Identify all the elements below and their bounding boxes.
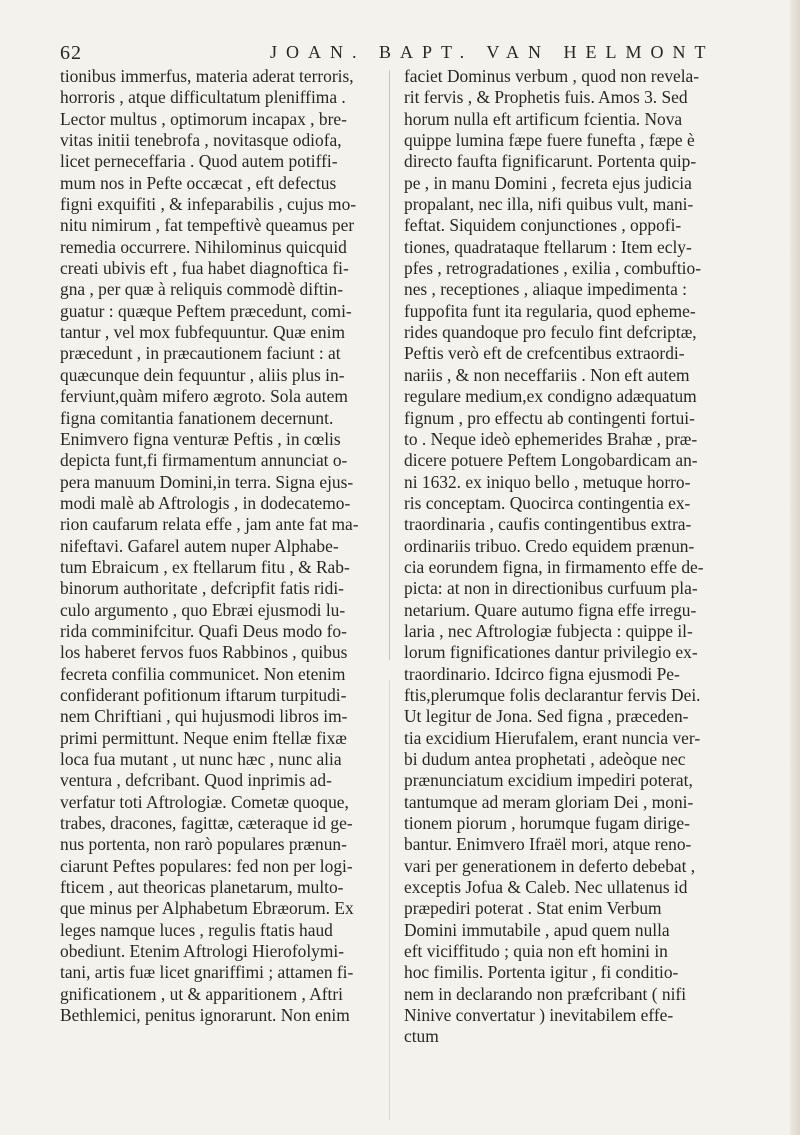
- right-column-line: propalant, nec illa, nifi quibus vult, mani-: [404, 194, 694, 215]
- left-column-line: præcedunt , in præcautionem faciunt : at: [60, 343, 341, 364]
- left-column-line: ferviunt,quàm mifero ægroto. Sola autem: [60, 386, 348, 407]
- right-column-line: fuppofita funt ita regularia, quod epheme-: [404, 300, 696, 321]
- left-column-line: trabes, dracones, fagittæ, cæteraque id ge-: [60, 813, 353, 834]
- left-column-line: tum Ebraicum , ex ftellarum fitu , & Rab-: [60, 556, 350, 577]
- right-column-line: picta: at non in directionibus curfuum pla-: [404, 578, 698, 599]
- right-column: [404, 66, 750, 1048]
- left-column-line: remedia occurrere. Nihilominus quicquid: [60, 236, 347, 257]
- right-column-line: exceptis Jofua & Caleb. Nec ullatenus id: [404, 877, 688, 898]
- left-column-line: creati ubivis eft , fua habet diagnoftica fi-: [60, 258, 349, 279]
- left-column-line: culo argumento , quo Ebræi ejusmodi lu-: [60, 599, 346, 620]
- right-column-line: fignum , pro effectu ab contingenti fortui-: [404, 407, 695, 428]
- left-column-line: Bethlemici, penitus ignorarunt. Non enim: [60, 1005, 350, 1026]
- right-column-line: rides quandoque pro feculo fint defcriptæ,: [404, 322, 697, 343]
- left-column-line: gnificationem , ut & apparitionem , Aftri: [60, 983, 344, 1004]
- right-column-line: rit fervis , & Prophetis fuis. Amos 3. Sed: [404, 87, 688, 108]
- left-column-line: tani, artis fuæ licet gnariffimi ; attamen fi-: [60, 962, 354, 983]
- left-column-line: loca fua mutant , ut nunc hæc , nunc alia: [60, 749, 342, 769]
- left-column-line: ciarunt Peftes populares: fed non per logi-: [60, 855, 353, 876]
- right-column-line: dicere potuere Peftem Longobardicam an-: [404, 450, 698, 471]
- left-column-line: verfatur toti Aftrologiæ. Cometæ quoque,: [60, 791, 349, 812]
- right-column-line: eft viciffitudo ; quia non eft homini in: [404, 941, 668, 962]
- right-column-line: traordinaria , caufis contingentibus extra-: [404, 514, 692, 535]
- left-column-line: fecreta confilia communicet. Non etenim: [60, 663, 346, 684]
- right-column-line: pe , in manu Domini , fecreta ejus judicia: [404, 172, 692, 193]
- right-column-line: lorum fignificationes dantur privilegio ex-: [404, 642, 698, 663]
- page-number: 62: [60, 42, 82, 64]
- right-column-line: directo faufta fignificarunt. Portenta quip-: [404, 151, 697, 172]
- right-column-line: prænunciatum excidium impediri poterat,: [404, 770, 693, 791]
- right-column-line: vari per generationem in deferto debebat ,: [404, 855, 696, 876]
- left-column-line: los haberet fervos fuos Rabbinos , quibus: [60, 642, 348, 663]
- right-column-line: ordinariis tribuo. Credo equidem prænun-: [404, 535, 695, 556]
- left-column-line: ventura , defcribant. Quod inprimis ad-: [60, 770, 332, 791]
- left-column-line: que minus per Alphabetum Ebræorum. Ex: [60, 898, 354, 919]
- right-column-line: nariis , & non neceffariis . Non eft autem: [404, 364, 690, 385]
- left-column-line: Enimvero figna venturæ Peftis , in cœlis: [60, 428, 341, 449]
- left-column-line: mum nos in Pefte occæcat , eft defectus: [60, 172, 337, 193]
- left-column-line: nus portenta, non rarò populares prænun-: [60, 834, 347, 855]
- right-column-line: traordinario. Idcirco figna ejusmodi Pe-: [404, 663, 680, 684]
- right-column-line: quippe lumina fæpe fuere funefta , fæpe è: [404, 130, 695, 151]
- right-column-line: ctum: [404, 1026, 439, 1047]
- left-column-line: modi malè ab Aftrologis , in dodecatemo-: [60, 492, 351, 513]
- left-column-line: licet perneceffaria . Quod autem potiffi-: [60, 151, 338, 172]
- right-column-line: netarium. Quare autumo figna effe irregu-: [404, 599, 697, 620]
- right-column-line: bi dudum antea prophetati , adeòque nec: [404, 749, 686, 769]
- right-column-line: præpediri poterat . Stat enim Verbum: [404, 898, 662, 919]
- right-column-line: Ut legitur de Jona. Sed figna , præceden-: [404, 706, 689, 727]
- right-column-line: laria , nec Aftrologiæ fubjecta : quippe il-: [404, 620, 693, 641]
- right-column-line: faciet Dominus verbum , quod non revela-: [404, 66, 700, 86]
- left-column-line: nifeftavi. Gafarel autem nuper Alphabe-: [60, 535, 339, 556]
- left-column-line: pera manuum Domini,in terra. Signa ejus-: [60, 471, 354, 492]
- right-column-line: to . Neque ideò ephemerides Brahæ , præ-: [404, 428, 698, 449]
- page-header: [60, 40, 750, 66]
- right-column-line: bantur. Enimvero Ifraël mori, atque reno-: [404, 834, 692, 855]
- left-column-line: primi permittunt. Neque enim ftellæ fixæ: [60, 727, 347, 748]
- left-column-line: gna , per quæ à reliquis commodè diftin-: [60, 279, 344, 300]
- right-column-line: ris conceptam. Quocirca contingentia ex-: [404, 492, 691, 513]
- right-column-line: tiones, quadrataque ftellarum : Item ecly-: [404, 236, 692, 257]
- left-column-line: nem Chriftiani , qui hujusmodi libros im-: [60, 706, 348, 727]
- right-column-line: tionem piorum , horumque fugam dirige-: [404, 813, 690, 834]
- left-column-line: leges namque luces , regulis ftatis haud: [60, 919, 333, 940]
- left-column-line: fticem , aut theoricas planetarum, multo-: [60, 877, 344, 898]
- right-column-line: tia excidium Hierufalem, erant nuncia ver-: [404, 727, 701, 748]
- left-column-line: binorum authoritate , defcripfit fatis ridi-: [60, 578, 344, 599]
- right-column-line: nes , receptiones , aliaque impedimenta :: [404, 279, 687, 300]
- left-column-line: Lector multus , optimorum incapax , bre-: [60, 108, 347, 129]
- left-column-line: guatur : quæque Peftem præcedunt, comi-: [60, 300, 352, 321]
- left-column-line: obediunt. Etenim Aftrologi Hierofolymi-: [60, 941, 344, 962]
- running-title: JOAN. BAPT. VAN HELMONT: [270, 42, 715, 62]
- column-divider-lower: [389, 680, 390, 1120]
- right-column-line: hoc fimilis. Portenta igitur , fi conditio-: [404, 962, 679, 983]
- right-column-line: horum nulla eft artificum fcientia. Nova: [404, 108, 683, 129]
- left-column-line: depicta funt,fi firmamentum annunciat o-: [60, 450, 348, 471]
- page-edge-shadow: [790, 0, 800, 1135]
- right-column-line: pfes , retrogradationes , exilia , combuftio-: [404, 258, 701, 279]
- right-column-line: nem in declarando non præfcribant ( nifi: [404, 983, 687, 1004]
- left-column-line: vitas initii tenebrofa , novitasque odiofa,: [60, 130, 342, 151]
- left-column-line: figni exquifiti , & infeparabilis , cujus mo-: [60, 194, 357, 215]
- right-column-line: ni 1632. ex iniquo bello , metuque horro-: [404, 471, 691, 492]
- right-column-line: Domini immutabile , apud quem nulla: [404, 919, 670, 940]
- column-divider: [389, 70, 390, 660]
- right-column-line: ftis,plerumque folis declarantur fervis Dei.: [404, 684, 701, 705]
- right-column-line: feftat. Siquidem conjunctiones , oppofi-: [404, 215, 682, 236]
- left-column-line: quæcunque dein fequuntur , aliis plus in-: [60, 364, 345, 385]
- left-column-line: confiderant pofitionum iftarum turpitudi-: [60, 684, 347, 705]
- right-column-line: cia eorundem figna, in firmamento effe de-: [404, 556, 704, 577]
- left-column-line: rion caufarum relata effe , jam ante fat ma-: [60, 514, 359, 535]
- left-column-line: horroris , atque difficultatum pleniffima .: [60, 87, 346, 108]
- right-column-line: regulare medium,ex condigno adæquatum: [404, 386, 697, 407]
- left-column-line: nitu nimirum , fat tempeftivè queamus per: [60, 215, 355, 236]
- left-column-line: figna comitantia fanationem decernunt.: [60, 407, 334, 428]
- right-column-line: Ninive convertatur ) inevitabilem effe-: [404, 1005, 674, 1026]
- left-column-line: tionibus immerfus, materia aderat terroris,: [60, 66, 354, 86]
- right-column-line: Peftis verò eft de crefcentibus extraordi-: [404, 343, 685, 364]
- left-column: [60, 66, 378, 1026]
- left-column-line: rida comminifcitur. Quafi Deus modo fo-: [60, 620, 347, 641]
- right-column-line: tantumque ad meram gloriam Dei , moni-: [404, 791, 694, 812]
- left-column-line: tantur , vel mox fubfequuntur. Quæ enim: [60, 322, 345, 343]
